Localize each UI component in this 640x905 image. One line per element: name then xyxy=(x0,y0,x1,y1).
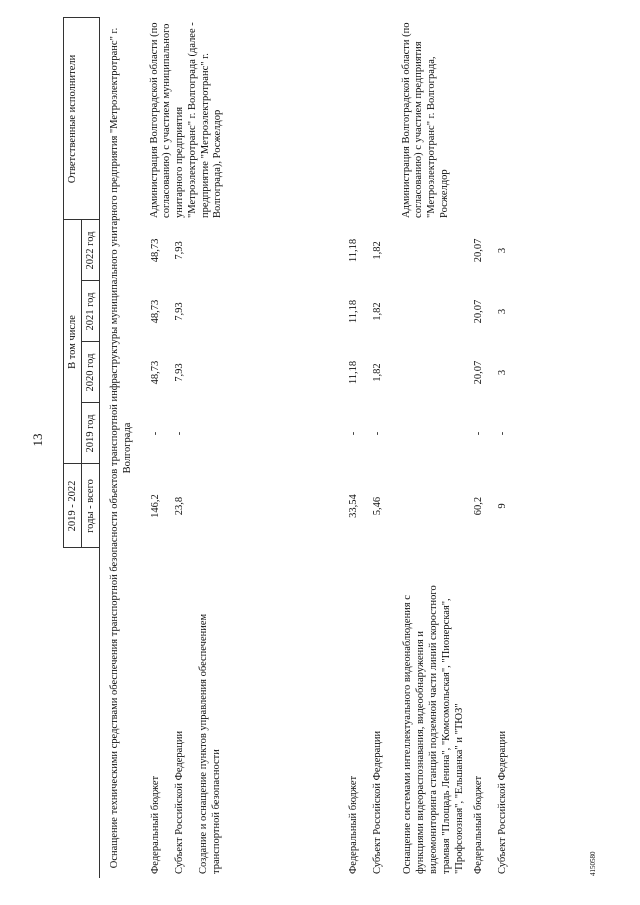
row-name: Федеральный бюджет xyxy=(149,775,161,874)
row-2021: 20,07 xyxy=(473,299,485,324)
row-2022 xyxy=(193,220,343,281)
rotated-table-sheet xyxy=(63,18,608,878)
row-responsible: Администрация Волгоградской области (по согласованию) с участием предприятия "Метроэлектротранс" г. Волгограда, Росжелдор xyxy=(400,22,450,218)
header-period-total: годы - всего xyxy=(82,464,100,548)
row-2019 xyxy=(193,403,343,464)
row-name: Субъект Российской Федерации xyxy=(371,730,383,874)
row-2020: 1,82 xyxy=(371,363,383,382)
header-including: В том числе xyxy=(64,220,82,464)
row-2019: - xyxy=(149,431,161,436)
row-2020 xyxy=(397,342,469,403)
page-number: 13 xyxy=(30,433,45,447)
row-total: 33,54 xyxy=(347,494,359,518)
row-2020: 48,73 xyxy=(149,360,161,385)
header-empty-name xyxy=(64,548,100,878)
row-2020 xyxy=(193,342,343,403)
document-code: 4150580 xyxy=(589,851,597,876)
table-row xyxy=(145,18,169,878)
row-total: 5,46 xyxy=(371,496,383,516)
row-2021: 48,73 xyxy=(149,299,161,324)
row-2022: 3 xyxy=(497,247,509,254)
row-name: Федеральный бюджет xyxy=(473,775,485,874)
row-total: 9 xyxy=(497,503,509,509)
header-responsible: Ответственные исполнители xyxy=(64,18,100,220)
row-2022: 1,82 xyxy=(371,241,383,260)
row-2021: 1,82 xyxy=(371,302,383,321)
row-total: 146,2 xyxy=(149,494,161,518)
row-2019: - xyxy=(371,431,383,436)
row-responsible: Администрация Волгоградской области (по согласованию) с участием муниципального унитарного предприятия "Метроэлектротранс" г. Волгограда (далее - предприятие "Метроэлектротранс" г. Волгограда), Росжелдор xyxy=(148,22,224,218)
row-total xyxy=(397,464,469,548)
header-year-2021: 2021 год xyxy=(82,281,100,342)
row-2022 xyxy=(397,220,469,281)
row-name: Оснащение системами интеллектуального видеонаблюдения с функциями видеораспознавания, видеообнаружения и видеомониторинга станций подземной части линий скоростного трамвая "Площадь Ленина", "Комсомольская", "Пионерская", "Профсоюзная", "Ельшанка" и "ТЮЗ" xyxy=(401,585,465,874)
row-name: Субъект Российской Федерации xyxy=(497,730,509,874)
row-2020: 3 xyxy=(497,369,509,376)
row-total: 23,8 xyxy=(173,496,185,516)
row-2021: 7,93 xyxy=(173,302,185,321)
row-name: Субъект Российской Федерации xyxy=(173,730,185,874)
row-name: Федеральный бюджет xyxy=(347,775,359,874)
section-title: Оснащение техническими средствами обеспечения транспортной безопасности объектов транспортной инфраструктуры муниципального унитарного предприятия "Метроэлектротранс" г. Волгограда xyxy=(109,27,134,869)
header-year-2019: 2019 год xyxy=(82,403,100,464)
row-2019 xyxy=(397,403,469,464)
row-2020: 7,93 xyxy=(173,363,185,382)
table-row xyxy=(397,18,469,878)
row-2022: 48,73 xyxy=(149,238,161,263)
row-2019: - xyxy=(347,431,359,436)
row-2021: 3 xyxy=(497,308,509,315)
row-total: 60,2 xyxy=(473,496,485,516)
header-year-2022: 2022 год xyxy=(82,220,100,281)
row-total xyxy=(193,464,343,548)
header-year-2020: 2020 год xyxy=(82,342,100,403)
row-2019: - xyxy=(497,431,509,436)
row-2021: 11,18 xyxy=(347,299,359,324)
row-2020: 20,07 xyxy=(473,360,485,385)
financing-table xyxy=(63,17,516,878)
row-2020: 11,18 xyxy=(347,360,359,385)
row-2022: 20,07 xyxy=(473,238,485,263)
row-2019: - xyxy=(173,431,185,436)
header-period: 2019 - 2022 xyxy=(64,464,82,548)
row-2022: 7,93 xyxy=(173,241,185,260)
row-2019: - xyxy=(473,431,485,436)
row-name: Создание и оснащение пунктов управления обеспечением транспортной безопасности xyxy=(197,613,222,874)
row-2021 xyxy=(193,281,343,342)
row-2022: 11,18 xyxy=(347,238,359,263)
row-2021 xyxy=(397,281,469,342)
